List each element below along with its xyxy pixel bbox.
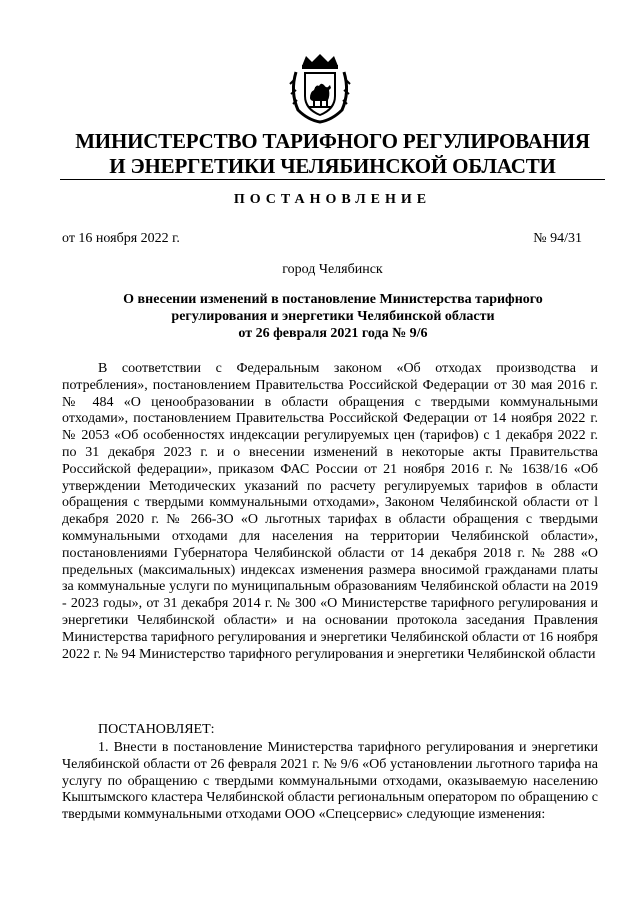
header-divider (60, 179, 605, 180)
ministry-name (60, 129, 605, 179)
document-type: ПОСТАНОВЛЕНИЕ (233, 192, 432, 207)
resolution-item-1: 1. Внести в постановление Министерства тарифного регулирования и энергетики Челябинской области от 26 февраля 2021 г. № 9/6 «Об установлении льготного тарифа на услугу по обращению с твердыми коммунальными отходами, оказываемую населению Кыштымского кластера Челябинской области региональным оператором по обращению с твердыми коммунальными отходами ООО «Спецсервис» следующие изменения: (62, 740, 598, 823)
document-city: город Челябинск (282, 262, 383, 277)
subject-line1: О внесении изменений в постановление Министерства тарифного (123, 292, 543, 307)
ministry-name-line2: И ЭНЕРГЕТИКИ ЧЕЛЯБИНСКОЙ ОБЛАСТИ (109, 154, 556, 178)
chelyabinsk-coat-of-arms-icon (288, 52, 352, 124)
preamble-paragraph: В соответствии с Федеральным законом «Об отходах производства и потребления», постановлением Правительства Российской Федерации от 30 мая 2016 г. № 484 «О ценообразовании в области обращения с твердыми коммунальными отходами», постановлением Правительства Российской Федерации от 14 ноября 2022 г. № 2053 «Об особенностях индексации регулируемых цен (тарифов) с 1 декабря 2022 г. по 31 декабря 2023 г. и о внесении изменений в некоторые акты Правительства Российской федерации», приказом ФАС России от 21 ноября 2016 г. № 1638/16 «Об утверждении Методических указаний по расчету регулируемых тарифов в области обращения с твердыми коммунальными отходами», Законом Челябинской области от l декабря 2020 г. № 266-ЗО «О льготных тарифах в области обращения с твердыми коммунальными отходами для населения на территории Челябинской области», постановлениями Губернатора Челябинской области от 14 декабря 2018 г. № 288 «О предельных (максимальных) индексах изменения размера вносимой гражданами платы за коммунальные услуги по муниципальным образованиям Челябинской области на 2019 - 2023 годы», от 31 декабря 2014 г. № 300 «О Министерстве тарифного регулирования и энергетики Челябинской области» и на основании протокола заседания Правления Министерства тарифного регулирования и энергетики Челябинской области от 16 ноября 2022 г. № 94 Министерство тарифного регулирования и энергетики Челябинской области (62, 361, 598, 662)
document-number: № 94/31 (533, 231, 582, 246)
document-date: от 16 ноября 2022 г. (62, 231, 180, 246)
subject-line3: от 26 февраля 2021 года № 9/6 (238, 326, 428, 341)
resolve-heading: ПОСТАНОВЛЯЕТ: (98, 722, 215, 737)
ministry-name-line1: МИНИСТЕРСТВО ТАРИФНОГО РЕГУЛИРОВАНИЯ (75, 129, 590, 153)
document-subject (88, 291, 578, 342)
document-preamble (62, 361, 598, 663)
subject-line2: регулирования и энергетики Челябинской области (171, 309, 495, 324)
